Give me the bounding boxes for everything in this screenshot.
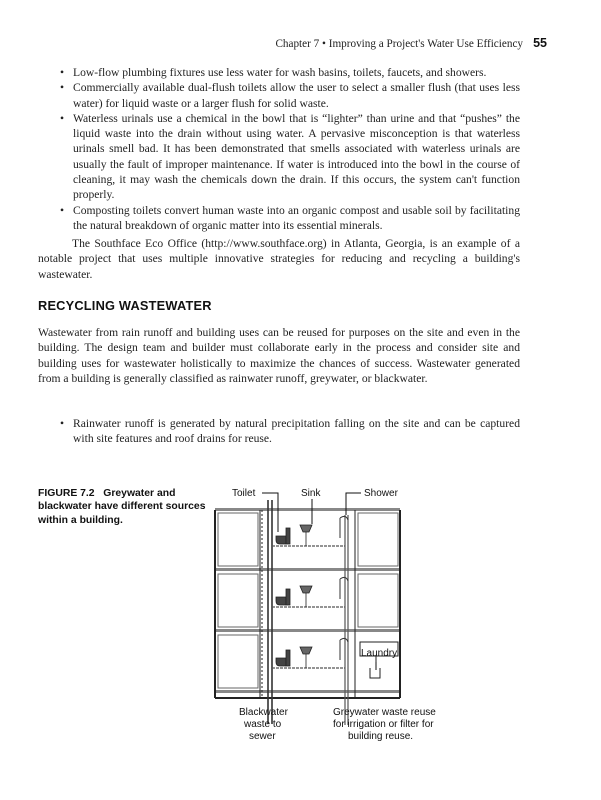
list-item	[58, 80, 520, 111]
plumbing-diagram	[200, 480, 601, 750]
list-item-text: Low-flow plumbing fixtures use less water for wash basins, toilets, faucets, and showers.	[73, 66, 487, 79]
toilet-leader	[262, 493, 278, 532]
shower-icon	[340, 577, 348, 599]
floor-slab	[215, 629, 400, 632]
shower-leader	[346, 493, 361, 515]
page-number: 55	[533, 36, 547, 50]
shower-icon	[340, 516, 348, 538]
floor-slab	[215, 568, 400, 571]
sink-icon	[300, 525, 312, 532]
room-cell	[218, 513, 258, 566]
shower-icon	[340, 638, 348, 660]
list-item-text: Composting toilets convert human waste into an organic compost and usable soil by facilitating the natural breakdown of organic matter into its essential minerals.	[73, 203, 520, 232]
sink-label: Sink	[301, 488, 321, 499]
shower-label: Shower	[364, 488, 398, 499]
toilet-icon	[276, 658, 286, 666]
blackwater-label-line2: waste to	[244, 719, 282, 730]
sink-icon	[300, 647, 312, 654]
shower-fixtures	[340, 516, 348, 660]
room-cell	[218, 574, 258, 627]
bullet-marker: •	[60, 203, 65, 217]
toilet-tank-icon	[286, 650, 290, 666]
list-item-text: Waterless urinals use a chemical in the bowl that is “lighter” than urine and that “pushes” the liquid waste into the drain without using water. A pervasive misconception is that waterless urinals smell bad. It has been demonstrated that smells associated with waterless urinals are usually the fault of improper maintenance. If water is introduced into the bowl in the course of cleaning, it may wash the chemicals down the drain. If this occurs, the system can't function properly.	[73, 111, 520, 202]
laundry-icon	[370, 668, 380, 678]
list-item-text: Commercially available dual-flush toilets allow the user to select a smaller flush (that uses less water) for liquid waste or a larger flush for solid waste.	[73, 81, 520, 110]
room-cell	[358, 513, 398, 566]
toilet-tank-icon	[286, 589, 290, 605]
laundry-label: Laundry	[361, 648, 398, 659]
running-header	[0, 36, 601, 52]
toilet-icon	[276, 597, 286, 605]
greywater-label-line3: building reuse.	[348, 731, 414, 742]
greywater-stack	[272, 515, 348, 725]
list-item	[58, 416, 520, 447]
toilet-icon	[276, 536, 286, 544]
list-item	[58, 203, 520, 234]
greywater-label-line2: for irrigation or filter for	[333, 719, 434, 730]
recycling-paragraph: Wastewater from rain runoff and building uses can be reused for purposes on the site and even in the building. The design team and builder must collaborate early in the process and consider site and building uses for wastewater holistically to maximize the chances of success. Wastewater generated from a building is generally classified as rainwater runoff, greywater, or blackwater.	[38, 326, 520, 385]
list-item	[58, 65, 520, 80]
bullet-marker: •	[60, 111, 65, 125]
toilet-tank-icon	[286, 528, 290, 544]
bullet-marker: •	[60, 66, 65, 79]
floor-slab	[215, 690, 400, 693]
bullet-list-bottom	[58, 416, 520, 447]
building-frame	[215, 508, 400, 698]
callout-leaders	[262, 493, 376, 670]
toilet-label: Toilet	[232, 488, 256, 499]
figure-caption	[38, 487, 206, 527]
greywater-label-line1: Greywater waste reuse	[333, 707, 436, 718]
bullet-marker: •	[60, 417, 65, 430]
room-cell	[218, 635, 258, 688]
list-item-text: Rainwater runoff is generated by natural precipitation falling on the site and can be captured with site features and roof drains for reuse.	[73, 417, 520, 446]
sink-icon	[300, 586, 312, 593]
bullet-marker: •	[60, 81, 65, 95]
figure-label: FIGURE 7.2	[38, 488, 95, 499]
toilet-fixtures	[276, 528, 290, 666]
figure-caption-text: Greywater and blackwater have different sources within a building.	[38, 488, 206, 526]
bullet-list-top	[58, 65, 520, 233]
roof-slab	[215, 508, 400, 511]
chapter-title: Chapter 7 • Improving a Project's Water Use Efficiency	[275, 38, 523, 50]
blackwater-label-line1: Blackwater	[239, 707, 288, 718]
list-item	[58, 111, 520, 203]
room-cell	[358, 574, 398, 627]
section-heading: RECYCLING WASTEWATER	[38, 298, 212, 313]
southface-paragraph: The Southface Eco Office (http://www.southface.org) in Atlanta, Georgia, is an example of a notable project that uses multiple innovative strategies for reducing and recycling a building's wastewater.	[38, 237, 520, 281]
blackwater-label-line3: sewer	[249, 731, 276, 742]
